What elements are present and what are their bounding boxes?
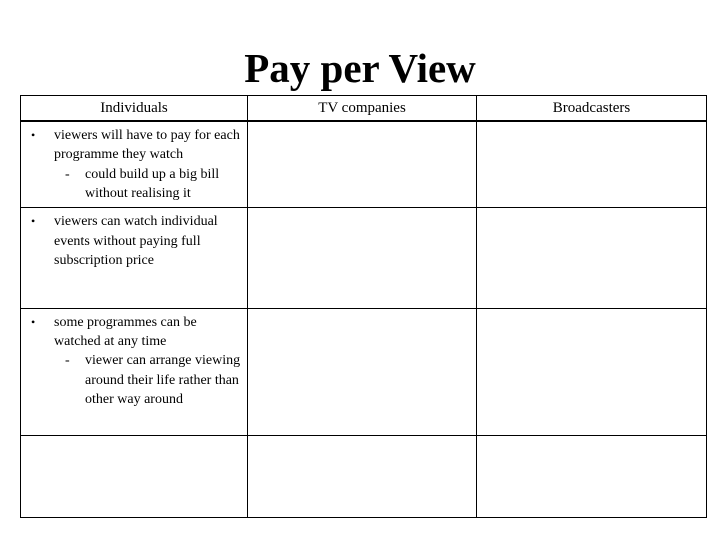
bullet-point: some programmes can be watched at any time [54, 314, 197, 349]
bullet-point: viewers will have to pay for each programme they watch [54, 128, 240, 163]
broadcasters-cell [477, 308, 707, 436]
broadcasters-cell [477, 436, 707, 518]
column-header-tv-companies: TV companies [248, 96, 477, 122]
table-row [21, 208, 707, 308]
sub-point-text: viewer can arrange viewing around their life rather than other way around [85, 353, 241, 408]
dash-icon: - [65, 353, 70, 369]
broadcasters-cell [477, 208, 707, 308]
sub-point-text: could build up a big bill without realising it [85, 166, 220, 202]
column-header-individuals: Individuals [21, 96, 248, 122]
table-row [21, 308, 707, 436]
header-row [21, 96, 707, 122]
bullet-icon: • [31, 314, 36, 329]
individuals-cell [21, 436, 248, 518]
individuals-cell [21, 121, 248, 208]
individuals-cell [21, 308, 248, 436]
table-row [21, 121, 707, 208]
bullet-point: viewers can watch individual events without paying full subscription price [54, 214, 218, 269]
table-row [21, 436, 707, 518]
comparison-table [20, 95, 707, 518]
sub-point [54, 351, 243, 409]
broadcasters-cell [477, 121, 707, 208]
bullet-icon: • [31, 128, 36, 142]
slide-title: Pay per View [244, 45, 476, 91]
individuals-cell [21, 208, 248, 308]
bullet-icon: • [31, 214, 36, 229]
column-header-broadcasters: Broadcasters [477, 96, 707, 122]
dash-icon: - [65, 166, 70, 182]
tv-companies-cell [248, 308, 477, 436]
sub-point [54, 165, 243, 204]
tv-companies-cell [248, 208, 477, 308]
tv-companies-cell [248, 436, 477, 518]
tv-companies-cell [248, 121, 477, 208]
